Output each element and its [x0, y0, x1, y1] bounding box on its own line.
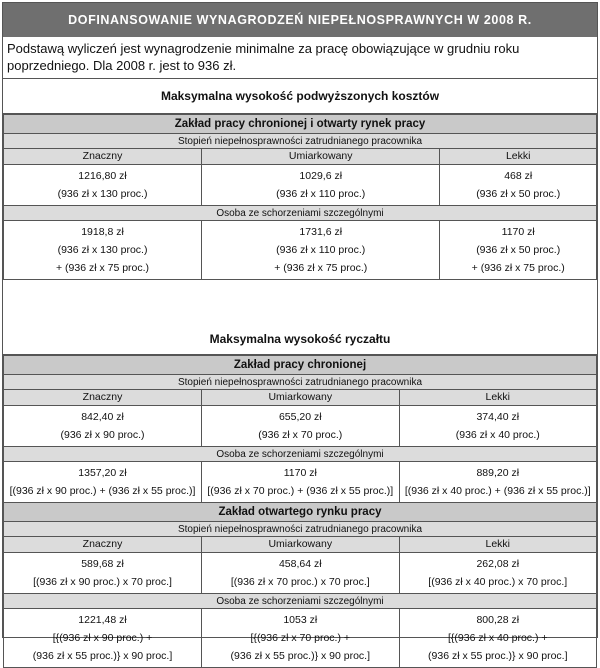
- spacer: [3, 280, 597, 324]
- column-header: Znaczny: [4, 149, 202, 165]
- value-cell: 1216,80 zł (936 zł x 130 proc.): [4, 165, 202, 206]
- special-label: Osoba ze schorzeniami szczególnymi: [4, 594, 597, 609]
- intro-text: Podstawą wyliczeń jest wynagrodzenie minimalne za pracę obowiązujące w grudniu roku poprzedniego. Dla 2008 r. jest to 936 zł.: [3, 37, 597, 79]
- special-label: Osoba ze schorzeniami szczególnymi: [4, 206, 597, 221]
- value-cell: 458,64 zł [(936 zł x 70 proc.) x 70 proc.]: [202, 553, 399, 594]
- value-cell: 1731,6 zł (936 zł x 110 proc.) + (936 zł x 75 proc.): [202, 221, 440, 280]
- costs-table: [3, 114, 597, 280]
- value-cell: 374,40 zł (936 zł x 40 proc.): [399, 406, 596, 447]
- column-header: Lekki: [399, 390, 596, 406]
- group-label: Zakład pracy chronionej i otwarty rynek pracy: [4, 115, 597, 134]
- infobox: [2, 2, 598, 662]
- lump-sum-table: [3, 355, 597, 668]
- column-header: Lekki: [440, 149, 597, 165]
- column-header: Lekki: [399, 537, 596, 553]
- subsection-title-protected: Zakład pracy chronionej: [4, 356, 597, 375]
- value-cell: 1221,48 zł [{(936 zł x 90 proc.) + (936 zł x 55 proc.)} x 90 proc.]: [4, 609, 202, 668]
- value-cell: 1053 zł [{(936 zł x 70 proc.) + (936 zł x 55 proc.)} x 90 proc.]: [202, 609, 399, 668]
- column-header: Umiarkowany: [202, 537, 399, 553]
- value-cell: 842,40 zł (936 zł x 90 proc.): [4, 406, 202, 447]
- value-cell: 1918,8 zł (936 zł x 130 proc.) + (936 zł x 75 proc.): [4, 221, 202, 280]
- value-cell: 1170 zł [(936 zł x 70 proc.) + (936 zł x 55 proc.)]: [202, 462, 399, 503]
- column-header: Umiarkowany: [202, 390, 399, 406]
- degree-label: Stopień niepełnosprawności zatrudnianego pracownika: [4, 522, 597, 537]
- value-cell: 468 zł (936 zł x 50 proc.): [440, 165, 597, 206]
- column-header: Znaczny: [4, 390, 202, 406]
- column-header: Umiarkowany: [202, 149, 440, 165]
- column-header: Znaczny: [4, 537, 202, 553]
- section-title-lump-sum: Maksymalna wysokość ryczałtu: [3, 324, 597, 355]
- infobox-title: DOFINANSOWANIE WYNAGRODZEŃ NIEPEŁNOSPRAWNYCH W 2008 R.: [3, 3, 597, 37]
- value-cell: 1357,20 zł [(936 zł x 90 proc.) + (936 zł x 55 proc.)]: [4, 462, 202, 503]
- degree-label: Stopień niepełnosprawności zatrudnianego pracownika: [4, 134, 597, 149]
- subsection-title-open-market: Zakład otwartego rynku pracy: [4, 503, 597, 522]
- value-cell: 1170 zł (936 zł x 50 proc.) + (936 zł x 75 proc.): [440, 221, 597, 280]
- section-title-costs: Maksymalna wysokość podwyższonych kosztów: [3, 79, 597, 114]
- value-cell: 1029,6 zł (936 zł x 110 proc.): [202, 165, 440, 206]
- degree-label: Stopień niepełnosprawności zatrudnianego pracownika: [4, 375, 597, 390]
- value-cell: 655,20 zł (936 zł x 70 proc.): [202, 406, 399, 447]
- value-cell: 889,20 zł [(936 zł x 40 proc.) + (936 zł x 55 proc.)]: [399, 462, 596, 503]
- value-cell: 589,68 zł [(936 zł x 90 proc.) x 70 proc.]: [4, 553, 202, 594]
- special-label: Osoba ze schorzeniami szczególnymi: [4, 447, 597, 462]
- value-cell: 262,08 zł [(936 zł x 40 proc.) x 70 proc.]: [399, 553, 596, 594]
- value-cell: 800,28 zł [{(936 zł x 40 proc.) + (936 zł x 55 proc.)} x 90 proc.]: [399, 609, 596, 668]
